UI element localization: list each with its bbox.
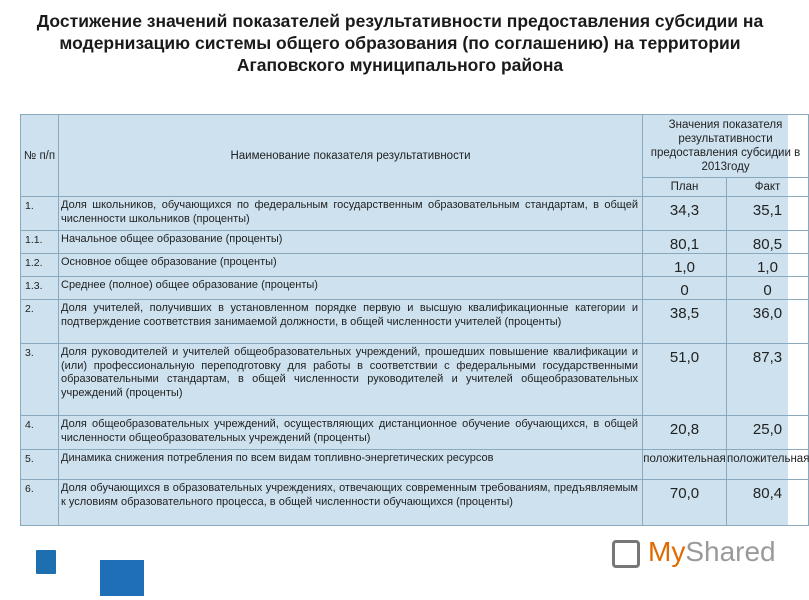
row-plan: 51,0 [643,344,727,416]
row-indicator: Доля обучающихся в образовательных учреждениях, отвечающих современным требованиям, предъявляемым к условиям образовательного процесса, в общей численности обучающихся (проценты) [59,480,643,526]
results-table-container [20,114,809,526]
row-plan: 20,8 [643,416,727,450]
row-fact: 80,4 [727,480,809,526]
row-fact: 1,0 [727,254,809,277]
row-number: 5. [21,450,59,480]
table-row [21,480,809,526]
row-plan: 38,5 [643,300,727,344]
row-plan: 70,0 [643,480,727,526]
header-fact: Факт [727,178,809,197]
header-values: Значения показателя результативности предоставления субсидии в 2013году [643,115,809,178]
row-plan: положительная [643,450,727,480]
row-indicator: Доля учителей, получивших в установленном порядке первую и высшую квалификационные категории и подтверждение соответствия занимаемой должности, в общей численности учителей (проценты) [59,300,643,344]
row-number: 6. [21,480,59,526]
row-plan: 80,1 [643,231,727,254]
row-plan: 34,3 [643,197,727,231]
table-row [21,300,809,344]
row-number: 3. [21,344,59,416]
myshared-brand-b: Shared [685,536,776,567]
myshared-logo-icon [612,540,640,568]
row-number: 1. [21,197,59,231]
row-indicator: Динамика снижения потребления по всем видам топливно-энергетических ресурсов [59,450,643,480]
row-fact: 35,1 [727,197,809,231]
table-row [21,277,809,300]
row-number: 1.2. [21,254,59,277]
decorative-square [100,560,144,596]
myshared-logo-text [648,536,776,568]
powerlexis-logo-text: POWERLEXIS [10,580,73,590]
row-indicator: Доля школьников, обучающихся по федеральным государственным образовательным стандартам, в общей численности школьников (проценты) [59,197,643,231]
header-number: № п/п [21,115,59,197]
row-indicator: Начальное общее образование (проценты) [59,231,643,254]
row-indicator: Основное общее образование (проценты) [59,254,643,277]
row-fact: 25,0 [727,416,809,450]
row-plan: 0 [643,277,727,300]
row-number: 2. [21,300,59,344]
table-header-row [21,115,809,178]
row-fact: положительная [727,450,809,480]
table-row [21,197,809,231]
table-row [21,231,809,254]
row-number: 1.3. [21,277,59,300]
powerlexis-logo-icon [34,548,58,576]
row-fact: 87,3 [727,344,809,416]
header-indicator-name: Наименование показателя результативности [59,115,643,197]
header-plan: План [643,178,727,197]
powerlexis-logo [6,548,86,596]
page-title: Достижение значений показателей результативности предоставления субсидии на модернизацию системы общего образования (по соглашению) на территории Агаповского муниципального района [36,11,764,75]
table-row [21,450,809,480]
row-fact: 0 [727,277,809,300]
row-fact: 36,0 [727,300,809,344]
table-row [21,344,809,416]
results-table [20,114,809,526]
row-indicator: Доля общеобразовательных учреждений, осуществляющих дистанционное обучение обучающихся, в общей численности общеобразовательных учреждений (проценты) [59,416,643,450]
table-row [21,416,809,450]
row-indicator: Среднее (полное) общее образование (проценты) [59,277,643,300]
row-indicator: Доля руководителей и учителей общеобразовательных учреждений, прошедших повышение квалификации и (или) профессиональную переподготовку для работы в соответствии с федеральными государственными образовательными стандартам, в общей численности руководителей и учителей общеобразовательных учреждений (проценты) [59,344,643,416]
row-number: 1.1. [21,231,59,254]
row-number: 4. [21,416,59,450]
row-plan: 1,0 [643,254,727,277]
row-fact: 80,5 [727,231,809,254]
myshared-brand-a: My [648,536,686,567]
table-row [21,254,809,277]
